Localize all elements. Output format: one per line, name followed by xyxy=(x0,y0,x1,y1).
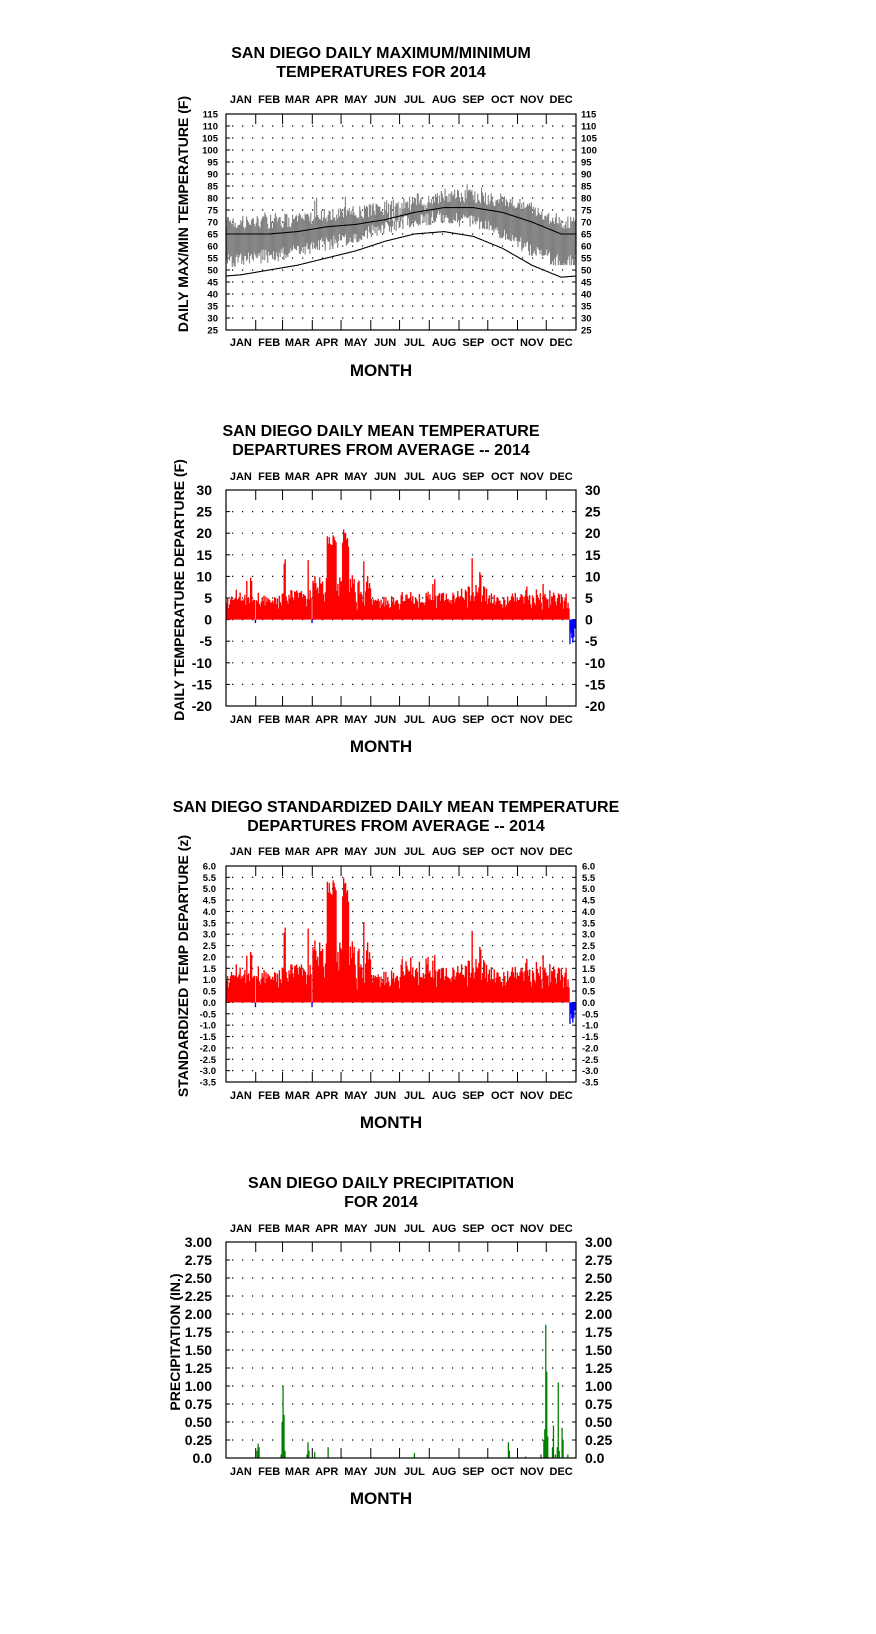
month-label-bottom: MAR xyxy=(284,1466,310,1478)
y-tick-label-left: 3.00 xyxy=(184,1234,212,1250)
y-axis-label: PRECIPITATION (IN.) xyxy=(167,1273,183,1411)
month-label-bottom: APR xyxy=(315,1090,339,1102)
month-label-top: JUN xyxy=(374,94,397,106)
y-tick-label-left: 4.0 xyxy=(202,906,216,918)
y-tick-label-left: 110 xyxy=(202,121,218,133)
month-label-top: APR xyxy=(315,471,339,483)
month-label-top: SEP xyxy=(462,846,485,858)
month-label-top: DEC xyxy=(549,846,573,858)
y-tick-label-left: 75 xyxy=(207,205,218,217)
y-tick-label-right: 2.25 xyxy=(585,1288,613,1304)
month-label-top: JUL xyxy=(404,94,425,106)
y-tick-label-right: 100 xyxy=(581,145,597,157)
y-tick-label-right: 50 xyxy=(581,265,592,277)
y-tick-label-right: -3.5 xyxy=(582,1077,599,1089)
departure-bar xyxy=(254,600,255,620)
month-label-bottom: NOV xyxy=(519,337,544,349)
month-label-bottom: FEB xyxy=(258,1090,281,1102)
y-tick-label-left: 25 xyxy=(196,503,212,520)
month-label-top: OCT xyxy=(491,94,515,106)
chart-departure xyxy=(171,423,605,756)
y-tick-label-left: 2.00 xyxy=(184,1306,212,1322)
month-label-top: OCT xyxy=(491,471,515,483)
y-tick-label-left: 30 xyxy=(196,482,212,498)
y-tick-label-right: -15 xyxy=(585,676,606,693)
y-tick-label-right: 1.5 xyxy=(582,963,596,975)
month-label-bottom: JUL xyxy=(404,1090,425,1102)
y-tick-label-right: 5.0 xyxy=(582,884,596,896)
y-tick-label-right: -2.5 xyxy=(582,1054,599,1066)
y-tick-label-right: 80 xyxy=(581,193,592,205)
y-axis-label: DAILY MAX/MIN TEMPERATURE (F) xyxy=(175,95,191,333)
month-label-bottom: SEP xyxy=(462,1090,485,1102)
y-tick-label-left: 2.75 xyxy=(184,1252,212,1268)
y-tick-label-right: 110 xyxy=(581,121,597,133)
y-tick-label-left: 1.5 xyxy=(202,963,216,975)
y-tick-label-left: 95 xyxy=(207,157,218,169)
y-tick-label-right: 30 xyxy=(581,313,592,325)
y-tick-label-right: 3.00 xyxy=(585,1234,613,1250)
y-tick-label-right: 40 xyxy=(581,289,592,301)
chart-precip xyxy=(167,1175,612,1508)
y-tick-label-right: 5 xyxy=(585,590,593,606)
y-tick-label-right: 25 xyxy=(581,325,592,337)
month-label-bottom: JUN xyxy=(374,1466,397,1478)
departure-bar xyxy=(568,987,569,1002)
y-tick-label-right: 2.5 xyxy=(582,941,596,953)
y-tick-label-right: 2.0 xyxy=(582,952,596,964)
y-tick-label-right: 4.5 xyxy=(582,895,596,907)
y-tick-label-left: 0.0 xyxy=(192,1450,212,1466)
y-tick-label-right: 15 xyxy=(585,546,601,563)
month-label-bottom: SEP xyxy=(462,337,485,349)
month-label-bottom: NOV xyxy=(519,1466,544,1478)
chart-title-line: DEPARTURES FROM AVERAGE -- 2014 xyxy=(232,442,530,459)
y-tick-label-left: 55 xyxy=(207,253,218,265)
y-tick-label-left: 0.25 xyxy=(184,1432,212,1448)
month-label-bottom: MAY xyxy=(344,714,368,726)
y-tick-label-left: -2.0 xyxy=(199,1043,216,1055)
month-label-bottom: JUL xyxy=(404,714,425,726)
y-tick-label-left: 1.75 xyxy=(184,1324,212,1340)
y-tick-label-right: 1.25 xyxy=(585,1360,613,1376)
y-tick-label-right: -20 xyxy=(585,698,606,714)
month-label-top: MAY xyxy=(344,471,368,483)
y-tick-label-left: -15 xyxy=(191,676,212,693)
month-label-top: JUL xyxy=(404,1223,425,1235)
y-tick-label-left: 1.25 xyxy=(184,1360,212,1376)
y-tick-label-right: 0.0 xyxy=(582,997,596,1009)
month-label-top: SEP xyxy=(462,94,485,106)
y-tick-label-left: 35 xyxy=(207,301,218,313)
y-tick-label-right: 75 xyxy=(581,205,592,217)
y-tick-label-left: 85 xyxy=(207,181,218,193)
month-label-top: NOV xyxy=(519,471,544,483)
month-label-top: MAY xyxy=(344,846,368,858)
month-label-top: AUG xyxy=(431,94,457,106)
departure-bar xyxy=(255,620,256,623)
y-tick-label-right: 45 xyxy=(581,277,592,289)
y-tick-label-right: 6.0 xyxy=(582,861,596,873)
y-tick-label-left: 40 xyxy=(207,289,218,301)
month-label-top: NOV xyxy=(519,846,544,858)
y-tick-label-right: -2.0 xyxy=(582,1043,599,1055)
month-label-bottom: AUG xyxy=(431,714,457,726)
chart-title-line: TEMPERATURES FOR 2014 xyxy=(276,64,486,81)
y-tick-label-left: 100 xyxy=(202,145,218,157)
y-tick-label-right: -10 xyxy=(585,654,606,671)
month-label-bottom: JUN xyxy=(374,1090,397,1102)
y-tick-label-right: 3.5 xyxy=(582,918,596,930)
month-label-top: OCT xyxy=(491,1223,515,1235)
observed-range-series xyxy=(226,184,575,267)
month-label-bottom: MAR xyxy=(284,714,310,726)
y-tick-label-left: -10 xyxy=(191,654,212,671)
y-tick-label-right: 65 xyxy=(581,229,592,241)
month-label-top: DEC xyxy=(549,94,573,106)
departure-bar xyxy=(310,974,311,1002)
month-label-top: NOV xyxy=(519,1223,544,1235)
departure-bar xyxy=(311,1002,312,1007)
month-label-bottom: APR xyxy=(315,714,339,726)
departure-bars xyxy=(226,529,576,644)
plot-frame xyxy=(226,1242,576,1458)
chart-title-line: SAN DIEGO STANDARDIZED DAILY MEAN TEMPERATURE xyxy=(172,799,620,816)
month-label-bottom: JUN xyxy=(374,714,397,726)
month-label-bottom: AUG xyxy=(431,337,457,349)
y-tick-label-left: 10 xyxy=(196,568,212,585)
y-tick-label-left: 2.25 xyxy=(184,1288,212,1304)
month-label-top: SEP xyxy=(462,471,485,483)
y-tick-label-left: 0.5 xyxy=(202,986,216,998)
y-tick-label-right: 105 xyxy=(581,133,597,145)
month-label-bottom: DEC xyxy=(549,1466,573,1478)
month-label-top: APR xyxy=(315,94,339,106)
month-label-top: AUG xyxy=(431,1223,457,1235)
y-tick-label-right: 5.5 xyxy=(582,872,596,884)
month-label-top: JAN xyxy=(229,846,252,858)
month-label-top: AUG xyxy=(431,471,457,483)
y-tick-label-left: -0.5 xyxy=(199,1009,216,1021)
month-label-bottom: JUL xyxy=(404,1466,425,1478)
y-tick-label-left: 5 xyxy=(204,590,212,606)
chart-title-line: SAN DIEGO DAILY MAXIMUM/MINIMUM xyxy=(231,45,531,62)
y-tick-label-left: 50 xyxy=(207,265,218,277)
month-label-top: JAN xyxy=(229,94,252,106)
y-tick-label-right: -1.5 xyxy=(582,1032,599,1044)
y-axis-label: DAILY TEMPERATURE DEPARTURE (F) xyxy=(171,459,187,721)
y-tick-label-right: 1.00 xyxy=(585,1378,613,1394)
y-tick-label-left: 0 xyxy=(204,611,212,628)
departure-bar xyxy=(310,598,311,620)
precip-bars xyxy=(257,1325,568,1458)
month-label-bottom: JAN xyxy=(229,337,252,349)
y-tick-label-right: 25 xyxy=(585,503,601,520)
month-label-top: FEB xyxy=(258,471,281,483)
month-label-bottom: DEC xyxy=(549,714,573,726)
y-tick-label-left: -2.5 xyxy=(199,1054,216,1066)
month-label-top: JUN xyxy=(374,846,397,858)
departure-bar xyxy=(255,1002,256,1007)
month-label-top: JAN xyxy=(229,471,252,483)
y-tick-label-left: -5 xyxy=(199,633,212,650)
x-axis-label: MONTH xyxy=(359,1113,423,1132)
month-label-top: MAR xyxy=(284,1223,310,1235)
month-label-bottom: MAY xyxy=(344,337,368,349)
month-label-bottom: JAN xyxy=(229,1466,252,1478)
month-label-bottom: OCT xyxy=(491,714,515,726)
y-tick-label-right: -0.5 xyxy=(582,1009,599,1021)
chart-title-line: FOR 2014 xyxy=(344,1194,418,1211)
month-label-top: MAR xyxy=(284,471,310,483)
y-tick-label-right: 115 xyxy=(581,109,597,121)
y-tick-label-left: 115 xyxy=(202,109,218,121)
y-tick-label-right: 0.75 xyxy=(585,1396,613,1412)
departure-bar xyxy=(568,609,569,620)
month-label-bottom: NOV xyxy=(519,1090,544,1102)
month-label-top: JUL xyxy=(404,846,425,858)
y-tick-label-right: 60 xyxy=(581,241,592,253)
y-tick-label-left: 3.0 xyxy=(202,929,216,941)
month-label-top: APR xyxy=(315,846,339,858)
y-tick-label-right: 1.75 xyxy=(585,1324,613,1340)
month-label-bottom: AUG xyxy=(431,1090,457,1102)
y-tick-label-right: 1.50 xyxy=(585,1342,613,1358)
y-tick-label-right: 55 xyxy=(581,253,592,265)
y-tick-label-right: 20 xyxy=(585,525,601,542)
y-tick-label-left: 45 xyxy=(207,277,218,289)
y-axis-label: STANDARDIZED TEMP DEPARTURE (z) xyxy=(175,834,191,1098)
y-tick-label-right: 90 xyxy=(581,169,592,181)
month-label-bottom: DEC xyxy=(549,337,573,349)
departure-bars xyxy=(226,878,576,1024)
month-label-bottom: APR xyxy=(315,337,339,349)
month-label-top: MAR xyxy=(284,94,310,106)
month-label-top: FEB xyxy=(258,94,281,106)
month-label-top: MAY xyxy=(344,94,368,106)
y-tick-label-right: 70 xyxy=(581,217,592,229)
y-tick-label-left: 65 xyxy=(207,229,218,241)
month-label-top: MAY xyxy=(344,1223,368,1235)
y-tick-label-right: 85 xyxy=(581,181,592,193)
y-tick-label-left: 1.0 xyxy=(202,975,216,987)
y-tick-label-left: 80 xyxy=(207,193,218,205)
month-label-bottom: NOV xyxy=(519,714,544,726)
y-tick-label-right: -5 xyxy=(585,633,598,650)
y-tick-label-left: 6.0 xyxy=(202,861,216,873)
month-label-bottom: JUN xyxy=(374,337,397,349)
departure-bar xyxy=(254,976,255,1003)
month-label-bottom: JAN xyxy=(229,1090,252,1102)
month-label-top: FEB xyxy=(258,846,281,858)
y-tick-label-left: -1.0 xyxy=(199,1020,216,1032)
y-tick-label-right: 95 xyxy=(581,157,592,169)
month-label-bottom: OCT xyxy=(491,1090,515,1102)
y-tick-label-right: -1.0 xyxy=(582,1020,599,1032)
y-tick-label-left: 1.50 xyxy=(184,1342,212,1358)
month-label-top: JUL xyxy=(404,471,425,483)
month-label-bottom: FEB xyxy=(258,714,281,726)
chart-title-line: SAN DIEGO DAILY PRECIPITATION xyxy=(247,1175,515,1192)
chart-maxmin xyxy=(175,45,598,380)
y-tick-label-left: 3.5 xyxy=(202,918,216,930)
month-label-bottom: JAN xyxy=(229,714,252,726)
x-axis-label: MONTH xyxy=(349,1489,413,1508)
y-tick-label-right: -3.0 xyxy=(582,1066,599,1078)
month-label-bottom: AUG xyxy=(431,1466,457,1478)
month-label-top: JAN xyxy=(229,1223,252,1235)
x-axis-label: MONTH xyxy=(349,361,413,380)
month-label-bottom: MAY xyxy=(344,1466,368,1478)
month-label-bottom: MAR xyxy=(284,1090,310,1102)
y-tick-label-left: 105 xyxy=(202,133,218,145)
y-tick-label-left: 0.75 xyxy=(184,1396,212,1412)
month-label-bottom: DEC xyxy=(549,1090,573,1102)
y-tick-label-left: 0.0 xyxy=(202,997,216,1009)
month-label-bottom: OCT xyxy=(491,1466,515,1478)
y-tick-label-right: 0.0 xyxy=(585,1450,605,1466)
departure-bar xyxy=(311,620,312,623)
y-tick-label-left: 5.0 xyxy=(202,884,216,896)
month-label-top: APR xyxy=(315,1223,339,1235)
y-tick-label-right: 0 xyxy=(585,611,593,628)
y-tick-label-right: 3.0 xyxy=(582,929,596,941)
y-tick-label-left: 2.50 xyxy=(184,1270,212,1286)
y-tick-label-right: 2.75 xyxy=(585,1252,613,1268)
y-tick-label-right: 0.50 xyxy=(585,1414,613,1430)
chart-title-line: SAN DIEGO DAILY MEAN TEMPERATURE xyxy=(222,423,540,440)
y-tick-label-right: 4.0 xyxy=(582,906,596,918)
month-label-top: MAR xyxy=(284,846,310,858)
y-tick-label-left: 2.0 xyxy=(202,952,216,964)
month-label-bottom: MAR xyxy=(284,337,310,349)
y-tick-label-right: 35 xyxy=(581,301,592,313)
month-label-bottom: SEP xyxy=(462,714,485,726)
month-label-bottom: APR xyxy=(315,1466,339,1478)
y-tick-label-left: -3.5 xyxy=(199,1077,216,1089)
y-tick-label-right: 2.00 xyxy=(585,1306,613,1322)
y-tick-label-left: 4.5 xyxy=(202,895,216,907)
x-axis-label: MONTH xyxy=(349,737,413,756)
month-label-bottom: OCT xyxy=(491,337,515,349)
month-label-top: SEP xyxy=(462,1223,485,1235)
y-tick-label-left: -1.5 xyxy=(199,1032,216,1044)
month-label-top: FEB xyxy=(258,1223,281,1235)
chart-title-line: DEPARTURES FROM AVERAGE -- 2014 xyxy=(247,818,545,835)
y-tick-label-left: 90 xyxy=(207,169,218,181)
y-tick-label-right: 2.50 xyxy=(585,1270,613,1286)
y-tick-label-right: 10 xyxy=(585,568,601,585)
y-tick-label-left: -3.0 xyxy=(199,1066,216,1078)
y-tick-label-left: 60 xyxy=(207,241,218,253)
y-tick-label-left: 15 xyxy=(196,546,212,563)
y-tick-label-right: 30 xyxy=(585,482,601,498)
month-label-bottom: SEP xyxy=(462,1466,485,1478)
y-tick-label-right: 0.25 xyxy=(585,1432,613,1448)
y-tick-label-left: 25 xyxy=(207,325,218,337)
y-tick-label-left: 2.5 xyxy=(202,941,216,953)
y-tick-label-left: 5.5 xyxy=(202,872,216,884)
y-tick-label-left: 30 xyxy=(207,313,218,325)
month-label-top: JUN xyxy=(374,471,397,483)
y-tick-label-left: 1.00 xyxy=(184,1378,212,1394)
month-label-top: AUG xyxy=(431,846,457,858)
month-label-top: DEC xyxy=(549,471,573,483)
month-label-bottom: FEB xyxy=(258,1466,281,1478)
y-tick-label-right: 1.0 xyxy=(582,975,596,987)
y-tick-label-left: -20 xyxy=(191,698,212,714)
y-tick-label-left: 0.50 xyxy=(184,1414,212,1430)
y-tick-label-left: 70 xyxy=(207,217,218,229)
y-tick-label-right: 0.5 xyxy=(582,986,596,998)
month-label-top: JUN xyxy=(374,1223,397,1235)
month-label-bottom: JUL xyxy=(404,337,425,349)
y-tick-label-left: 20 xyxy=(196,525,212,542)
chart-standardized xyxy=(173,799,620,1132)
month-label-bottom: FEB xyxy=(258,337,281,349)
month-label-top: OCT xyxy=(491,846,515,858)
month-label-top: DEC xyxy=(549,1223,573,1235)
month-label-bottom: MAY xyxy=(344,1090,368,1102)
month-label-top: NOV xyxy=(519,94,544,106)
